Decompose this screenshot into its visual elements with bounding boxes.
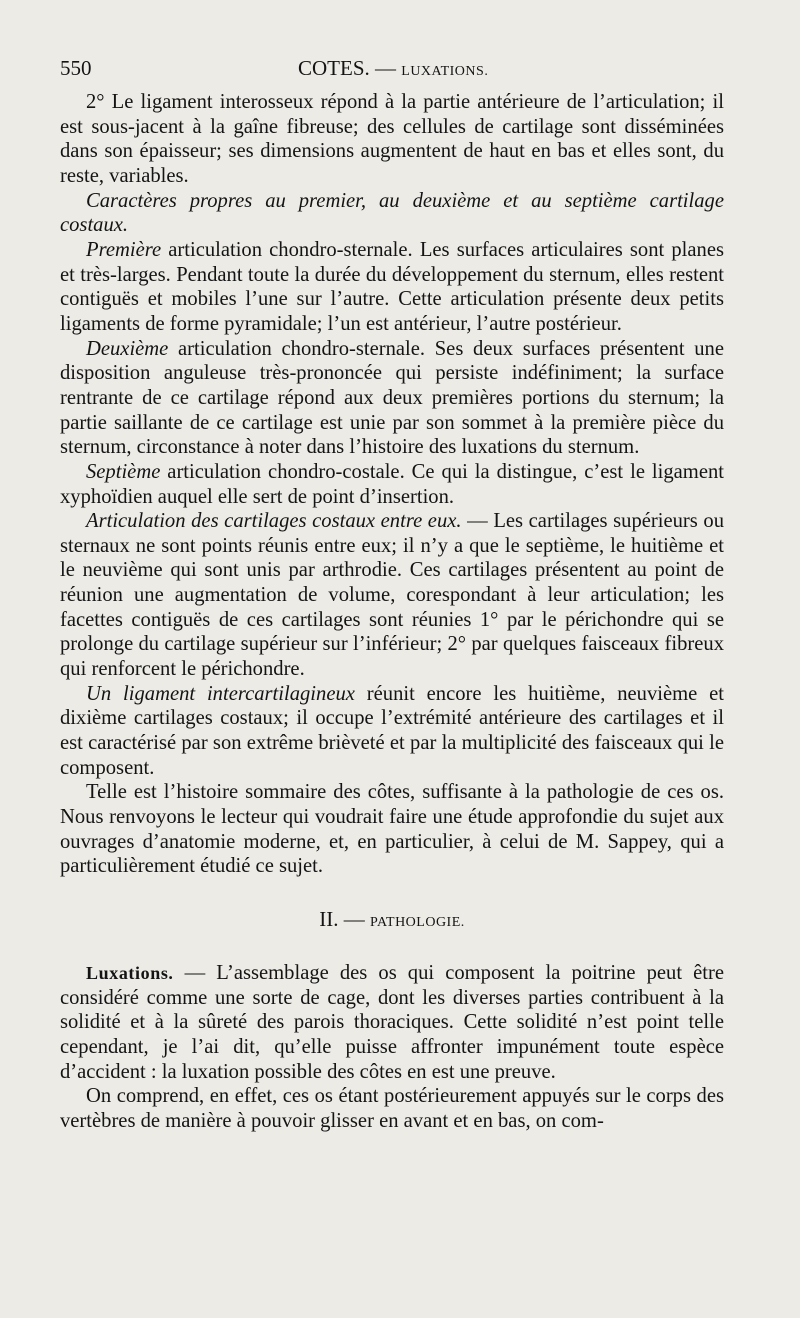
subheading-text: Caractères propres au premier, au deuxième et au septième cartilage costaux. — [60, 189, 724, 237]
paragraph-summary: Telle est l’histoire sommaire des côtes, suffisante à la pathologie de ces os. Nous renvoyons le lecteur qui voudrait faire une étude approfondie du sujet aux ouvrages d’anatomie moderne, et, en particulier, à celui de M. Sappey, qui a particulièrement étudié ce sujet. — [60, 781, 724, 878]
paragraph-text: articulation chondro-costale. Ce qui la distingue, c’est le ligament xyphoïdien auquel elle sert de point d’insertion. — [60, 460, 724, 508]
paragraph-cartilage-articulation — [60, 509, 724, 682]
paragraph-first-articulation — [60, 238, 724, 337]
paragraph-interosseous-ligament: 2° Le ligament interosseux répond à la partie antérieure de l’articulation; il est sous-jacent à la gaîne fibreuse; des cellules de cartilage sont disséminées dans son épaisseur; ses dimensions augmentent de haut en bas et elles sont, du reste, variables. — [60, 91, 724, 187]
page-body — [60, 90, 724, 1134]
section-number: II. — — [319, 907, 370, 931]
paragraph-luxations — [60, 961, 724, 1084]
section-title: PATHOLOGIE. — [369, 915, 465, 930]
running-header — [60, 56, 722, 84]
paragraph-intercartilaginous-ligament — [60, 682, 724, 781]
paragraph-text: — L’assemblage des os qui composent la poitrine peut être considéré comme une sorte de cage, dont les diverses parties contribuent à la solidité et à la sûreté des parois thoraciques. Cette solidité n’est point telle cependant, je l’ai dit, qu’elle puisse affronter impunément toute espèce d’accident : la luxation possible des côtes en est une preuve. — [60, 962, 724, 1083]
term-seventh: Septième — [86, 460, 161, 483]
section-heading — [60, 907, 724, 935]
running-title-main: COTES. — [298, 56, 370, 80]
paragraph-second-articulation — [60, 337, 724, 460]
running-title-sub: LUXATIONS. — [401, 64, 489, 79]
paragraph-text: — Les cartilages supérieurs ou sternaux ne sont points réunis entre eux; il n’y a que le septième, le huitième et le neuvième qui sont unis par arthrodie. Ces cartilages présentent au point de réunion une augmentation de volume, corespondant à leur articulation; les facettes contiguës de ces cartilages sont réunies 1° par le périchondre qui se prolonge du cartilage supérieur sur l’inférieur; 2° par quelques faisceaux fibreux qui renforcent le périchondre. — [60, 510, 724, 681]
term-second: Deuxième — [86, 337, 169, 360]
paragraph-text: articulation chondro-sternale. Les surfaces articulaires sont planes et très-larges. Pendant toute la durée du développement du sternum, elles restent contiguës et mobiles l’une sur l’autre. Cette articulation présente deux petits ligaments de forme pyramidale; l’un est antérieur, l’autre postérieur. — [60, 238, 724, 335]
paragraph-text: réunit encore les huitième, neuvième et dixième cartilages costaux; il occupe l’extrémité antérieure des cartilages et il est caractérisé par son extrême brièveté et par la multiplicité des faisceaux qui le composent. — [60, 682, 724, 779]
paragraph-seventh-articulation — [60, 460, 724, 509]
running-title — [298, 56, 488, 81]
paragraph-subheading — [60, 189, 724, 238]
running-title-separator: — — [369, 56, 402, 80]
paragraph-continuation: On comprend, en effet, ces os étant postérieurement appuyés sur le corps des vertèbres de manière à pouvoir glisser en avant et en bas, on com- — [60, 1085, 724, 1132]
lead-term-luxations: Luxations. — [86, 963, 174, 983]
term-first: Première — [86, 238, 162, 261]
paragraph-text: articulation chondro-sternale. Ses deux surfaces présentent une disposition anguleuse très-prononcée qui persiste indéfiniment; la surface rentrante de ce cartilage répond aux deux premières portions du sternum; la partie saillante de ce cartilage est unie par son sommet à la première pièce du sternum, circonstance à noter dans l’histoire des luxations du sternum. — [60, 337, 724, 459]
term-cartilage-articulation: Articulation des cartilages costaux entre eux. — [86, 510, 462, 533]
page-number: 550 — [60, 56, 92, 80]
term-intercartilaginous: Un ligament intercartilagineux — [86, 682, 355, 705]
